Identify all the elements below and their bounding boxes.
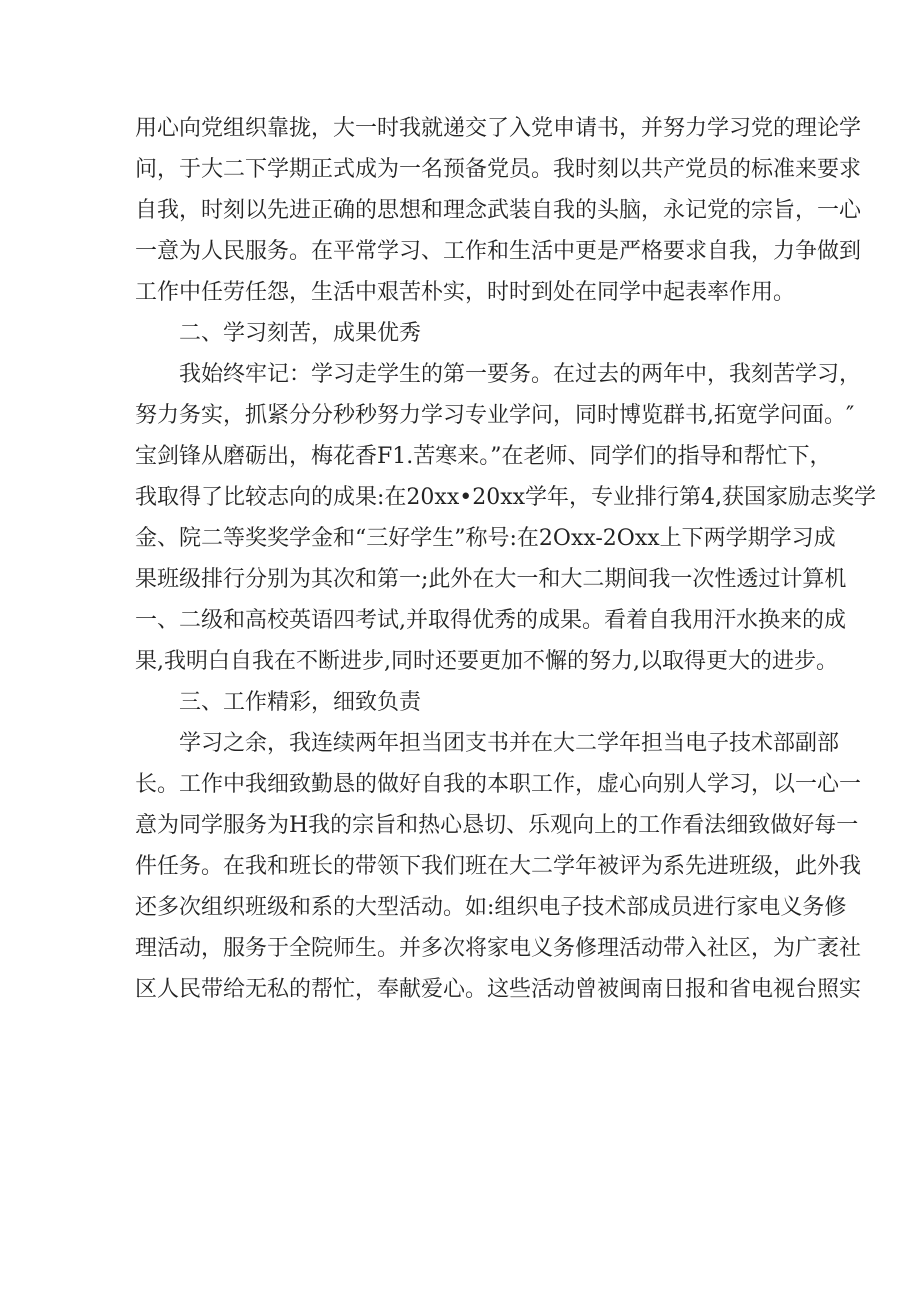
text-line: 宝剑锋从磨砺出，梅花香F1.苦寒来。”在老师、同学们的指导和帮忙下，	[135, 444, 832, 469]
text-line: 还多次组织班级和系的大型活动。如:组织电子技术部成员进行家电义务修	[135, 895, 847, 920]
text-line: 一意为人民服务。在平常学习、工作和生活中更是严格要求自我，力争做到	[135, 239, 862, 264]
text-line: 我始终牢记：学习走学生的第一要务。在过去的两年中，我刻苦学习，	[179, 362, 862, 387]
text-line: 努力务实，抓紧分分秒秒努力学习专业学问，同时博览群书,拓宽学问面。″	[135, 403, 855, 428]
text-line: 理活动，服务于全院师生。并多次将家电义务修理活动带入社区，为广袤社	[135, 936, 862, 961]
text-line: 长。工作中我细致勤恳的做好自我的本职工作，虚心向别人学习，以一心一	[135, 772, 862, 797]
text-line: 工作中任劳任怨，生活中艰苦朴实，时时到处在同学中起表率作用。	[135, 280, 796, 305]
text-line: 一、二级和高校英语四考试,并取得优秀的成果。看着自我用汗水换来的成	[135, 608, 846, 633]
text-line: 区人民带给无私的帮忙，奉献爱心。这些活动曾被闽南日报和省电视台照实	[135, 977, 862, 1002]
text-line: 件任务。在我和班长的带领下我们班在大二学年被评为系先进班级，此外我	[135, 854, 862, 879]
document-body	[135, 108, 876, 1010]
text-line: 金、院二等奖奖学金和“三好学生”称号:在2Oxx-2Oxx上下两学期学习成	[135, 526, 836, 551]
text-line: 学习之余，我连续两年担当团支书并在大二学年担当电子技术部副部	[179, 731, 840, 756]
text-line: 问，于大二下学期正式成为一名预备党员。我时刻以共产党员的标准来要求	[135, 157, 862, 182]
text-line: 果,我明白自我在不断进步,同时还要更加不懈的努力,以取得更大的进步。	[135, 649, 838, 674]
text-line: 用心向党组织靠拢，大一时我就递交了入党申请书，并努力学习党的理论学	[135, 116, 862, 141]
text-line: 果班级排行分别为其次和第一;此外在大一和大二期间我一次性透过计算机	[135, 567, 847, 592]
section-heading-work: 三、工作精彩，细致负责	[179, 690, 422, 715]
text-line: 自我，时刻以先进正确的思想和理念武装自我的头脑，永记党的宗旨，一心	[135, 198, 862, 223]
text-line: 我取得了比较志向的成果:在20xx•20xx学年，专业排行第4,获国家励志奖学	[135, 485, 876, 510]
text-line: 意为同学服务为H我的宗旨和热心恳切、乐观向上的工作看法细致做好每一	[135, 813, 859, 838]
section-heading-study: 二、学习刻苦，成果优秀	[179, 321, 422, 346]
